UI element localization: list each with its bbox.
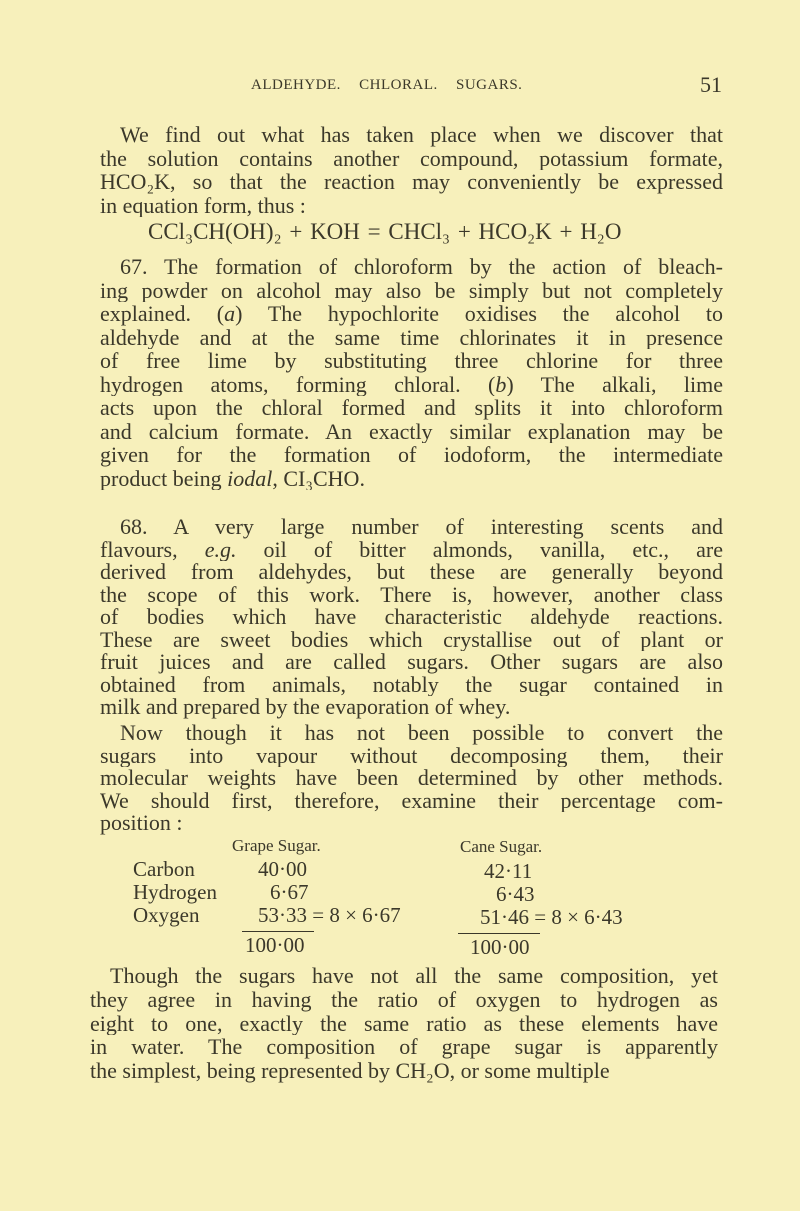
text-segment: aldehyde and at the same time chlorinates it in presence <box>100 325 723 349</box>
text-segment: sugars into vapour without decomposing them, their <box>100 744 723 767</box>
column-header-cane-sugar: Cane Sugar. <box>460 837 543 856</box>
column-header-grape-sugar: Grape Sugar. <box>232 836 321 855</box>
text-segment: product being <box>100 466 228 490</box>
text-segment: and calcium formate. An exactly similar explanation may be <box>100 419 723 443</box>
text-line <box>100 302 723 326</box>
text-line <box>100 420 723 444</box>
text-segment: position : <box>100 812 183 835</box>
text-segment: milk and prepared by the evaporation of whey. <box>100 696 511 719</box>
italic-text: a <box>224 302 236 326</box>
text-segment: molecular weights have been determined by other methods. <box>100 767 723 790</box>
paragraph-potassium-formate <box>100 123 723 217</box>
text-line <box>100 745 723 768</box>
italic-text: iodal <box>227 466 273 490</box>
text-segment: explained. ( <box>100 302 225 326</box>
cane-hydrogen-value: 6·43 <box>496 882 535 906</box>
text-segment: ) The hypochlorite oxidises the alcohol to <box>235 302 723 326</box>
text-segment: These are sweet bodies which crystallise out of plant or <box>100 628 723 651</box>
text-line <box>100 255 723 279</box>
text-segment: Now though it has not been possible to convert the <box>120 722 723 745</box>
text-line <box>100 396 723 420</box>
text-line <box>100 629 723 652</box>
paragraph-molecular-weights <box>100 722 723 835</box>
text-line <box>100 651 723 674</box>
text-line <box>90 964 718 988</box>
text-segment: they agree in having the ratio of oxygen to hydrogen as <box>90 987 718 1012</box>
paragraph-68-sugars <box>100 516 723 719</box>
text-segment: flavours, <box>100 538 205 561</box>
text-segment: acts upon the chloral formed and splits it into chloroform <box>100 396 723 420</box>
text-line <box>90 1035 718 1059</box>
paragraph-67-chloroform <box>100 255 723 490</box>
text-segment: the simplest, being represented by CH₂O, or some multiple <box>90 1059 610 1083</box>
text-segment: obtained from animals, notably the sugar contained in <box>100 673 723 696</box>
text-segment: the scope of this work. There is, however, another class <box>100 583 723 606</box>
running-head: ALDEHYDE. CHLORAL. SUGARS. <box>251 77 523 93</box>
grape-total: 100·00 <box>245 933 305 957</box>
text-segment: derived from aldehydes, but these are generally beyond <box>100 561 723 584</box>
text-line <box>100 443 723 467</box>
text-segment: oil of bitter almonds, vanilla, etc., are <box>236 538 723 561</box>
text-line <box>100 123 723 147</box>
italic-text: e.g. <box>204 538 237 561</box>
text-line <box>100 373 723 397</box>
text-line <box>100 516 723 539</box>
text-segment: hydrogen atoms, forming chloral. ( <box>100 372 496 396</box>
text-segment: in water. The composition of grape sugar is apparently <box>90 1035 718 1060</box>
text-line <box>90 988 718 1012</box>
text-line <box>100 674 723 697</box>
text-line <box>100 561 723 584</box>
paragraph-sugar-composition <box>90 964 718 1083</box>
grape-carbon-value: 40·00 <box>258 857 307 881</box>
text-segment: in equation form, thus : <box>100 193 306 217</box>
text-line <box>100 722 723 745</box>
text-segment: of free lime by substituting three chlorine for three <box>100 349 723 373</box>
text-segment: We find out what has taken place when we discover that <box>120 123 723 147</box>
text-segment: 68. A very large number of interesting scents and <box>120 516 723 539</box>
chemical-equation: CCl₃CH(OH)₂ + KOH = CHCl₃ + HCO₂K + H₂O <box>148 219 622 244</box>
text-line <box>100 790 723 813</box>
text-line <box>100 606 723 629</box>
text-segment: We should first, therefore, examine their percentage com- <box>100 789 723 812</box>
text-line <box>100 349 723 373</box>
cane-oxygen-value: 51·46 = 8 × 6·43 <box>480 905 623 929</box>
cane-total: 100·00 <box>470 935 530 959</box>
text-segment: given for the formation of iodoform, the intermediate <box>100 443 723 467</box>
text-segment: the solution contains another compound, potassium formate, <box>100 146 723 170</box>
text-line <box>100 326 723 350</box>
text-segment: ing powder on alcohol may also be simply but not completely <box>100 278 723 302</box>
text-segment: Though the sugars have not all the same composition, yet <box>110 964 718 988</box>
row-label-hydrogen: Hydrogen <box>133 880 217 904</box>
text-line <box>100 696 723 719</box>
text-line <box>90 1012 718 1036</box>
text-segment: eight to one, exactly the same ratio as these elements have <box>90 1011 718 1036</box>
text-segment: of bodies which have characteristic aldehyde reactions. <box>100 606 723 629</box>
text-line <box>100 147 723 171</box>
grape-hydrogen-value: 6·67 <box>270 880 309 904</box>
row-label-oxygen: Oxygen <box>133 903 200 927</box>
italic-text: b <box>495 372 507 396</box>
text-segment: ) The alkali, lime <box>506 372 723 396</box>
text-line <box>100 279 723 303</box>
text-segment: fruit juices and are called sugars. Other sugars are also <box>100 651 723 674</box>
text-segment: 67. The formation of chloroform by the action of bleach- <box>120 255 723 279</box>
cane-carbon-value: 42·11 <box>484 859 533 883</box>
row-label-carbon: Carbon <box>133 857 195 881</box>
text-line <box>100 194 723 218</box>
text-segment: , CI₃CHO. <box>272 466 365 490</box>
cane-sum-rule <box>458 933 540 934</box>
grape-sum-rule <box>242 931 314 932</box>
text-line <box>100 539 723 562</box>
grape-oxygen-value: 53·33 = 8 × 6·67 <box>258 903 401 927</box>
text-line <box>100 467 723 491</box>
text-line <box>100 812 723 835</box>
page-number: 51 <box>700 72 722 97</box>
text-line <box>100 767 723 790</box>
text-line <box>100 170 723 194</box>
text-line <box>90 1059 718 1083</box>
text-segment: HCO₂K, so that the reaction may conveniently be expressed <box>100 170 723 194</box>
text-line <box>100 584 723 607</box>
